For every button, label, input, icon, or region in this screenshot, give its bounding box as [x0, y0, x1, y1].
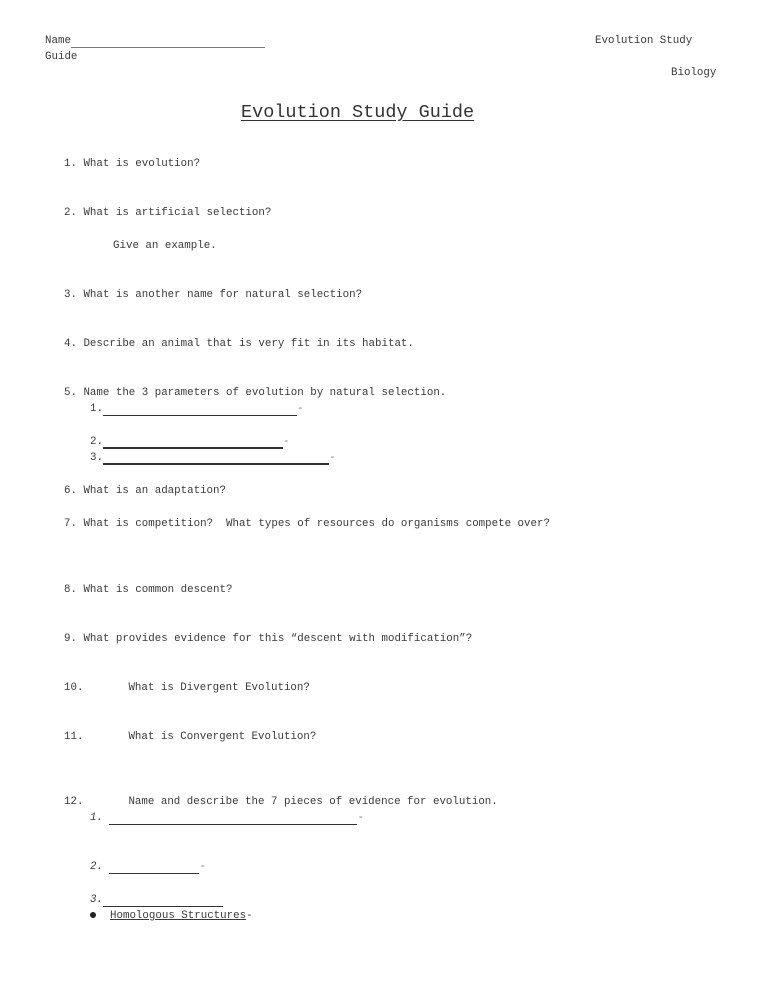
q5-blank-3[interactable] — [103, 452, 329, 465]
q12-bullet: Homologous Structures- — [90, 910, 253, 923]
q5-item-3: 3. - — [90, 452, 336, 464]
bullet-icon — [90, 912, 96, 918]
question-11: 11. What is Convergent Evolution? — [64, 731, 317, 743]
page-title: Evolution Study Guide — [241, 102, 475, 123]
question-2-sub: Give an example. — [113, 240, 217, 252]
name-field[interactable] — [71, 36, 265, 48]
q5-item-2: 2. - — [90, 436, 290, 448]
question-1: 1. What is evolution? — [64, 158, 201, 170]
q5-blank-1[interactable] — [103, 404, 297, 416]
question-6: 6. What is an adaptation? — [64, 485, 226, 497]
question-5: 5. Name the 3 parameters of evolution by natural selection. — [64, 387, 447, 399]
q12-blank-1[interactable] — [109, 813, 357, 825]
q5-item-1: 1. - — [90, 403, 304, 415]
q12-item-2: 2. - — [90, 861, 206, 873]
q12-blank-3[interactable] — [103, 895, 223, 907]
question-12: 12. Name and describe the 7 pieces of evidence for evolution. — [64, 796, 498, 808]
header-doc-title: Evolution Study — [595, 35, 693, 47]
q12-item-3: 3. — [90, 894, 223, 907]
header-subject: Biology — [671, 67, 717, 79]
q12-item-1: 1. - — [90, 812, 364, 824]
q5-blank-2[interactable] — [103, 436, 283, 449]
name-line: Name — [45, 35, 265, 48]
question-8: 8. What is common descent? — [64, 584, 233, 596]
question-10: 10. What is Divergent Evolution? — [64, 682, 310, 694]
question-7: 7. What is competition? What types of resources do organisms compete over? — [64, 518, 550, 530]
question-3: 3. What is another name for natural selection? — [64, 289, 363, 301]
question-2: 2. What is artificial selection? — [64, 207, 272, 219]
question-4: 4. Describe an animal that is very fit in its habitat. — [64, 338, 414, 350]
q12-blank-2[interactable] — [109, 862, 199, 874]
header-wrap-text: Guide — [45, 51, 78, 63]
question-9: 9. What provides evidence for this “descent with modification”? — [64, 633, 473, 645]
